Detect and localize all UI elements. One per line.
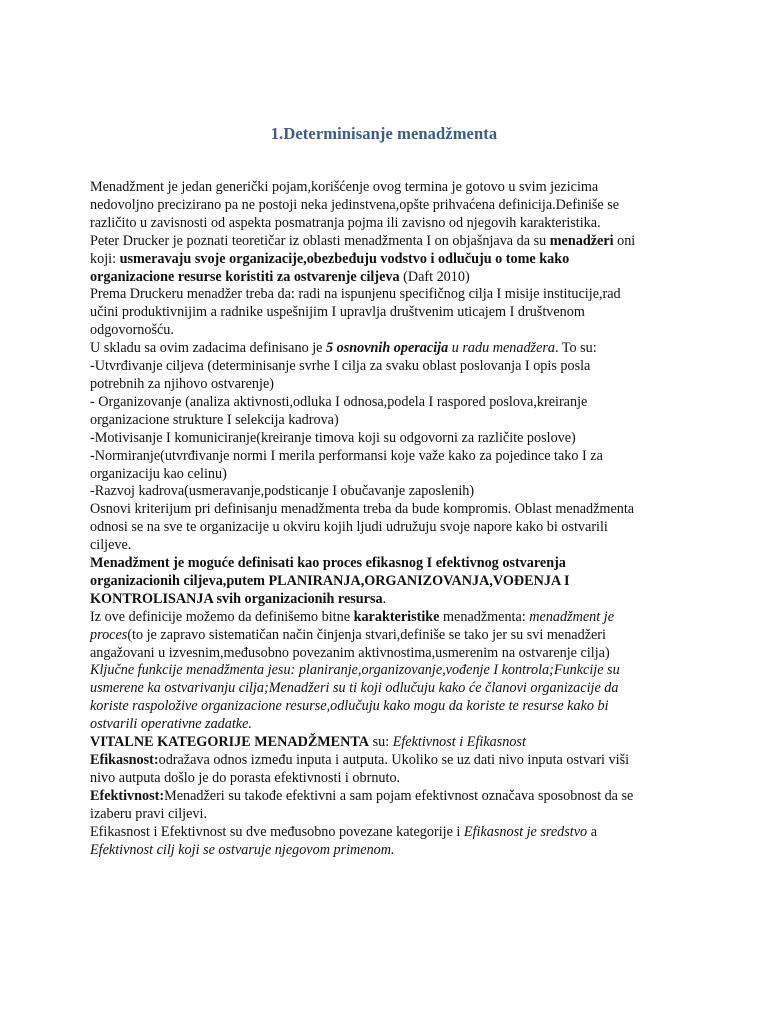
text-segment: U skladu sa ovim zadacima definisano je [90,340,326,357]
text-segment: -Razvoj kadrova(usmeravanje,podsticanje I obučavanje zaposlenih) [90,483,475,500]
text-line [90,358,690,376]
text-line [90,340,690,358]
text-line [90,591,690,609]
text-segment: 5 osnovnih operacija [326,340,449,357]
text-segment: -Motivisanje I komuniciranje(kreiranje timova koji su odgovorni za različite poslove) [90,429,576,446]
text-line [90,412,690,430]
text-segment: menadžment je [529,608,615,625]
text-line [90,555,690,573]
text-line [90,483,690,501]
text-segment: Ključne funkcije menadžmenta jesu: planiranje,organizovanje,vođenje I kontrola;Funkcije su [90,662,620,679]
text-line [90,251,690,269]
text-segment: a [587,823,597,840]
text-segment: . [382,590,387,607]
text-segment: koji: [90,250,120,267]
text-segment: potrebnih za njihovo ostvarenje) [90,375,274,392]
text-line [90,197,690,215]
text-segment: organizacione resurse koristiti za ostvarenje ciljeva [90,268,400,285]
text-line [90,645,690,663]
text-segment: proces [90,626,128,643]
text-line [90,233,690,251]
text-segment: Iz ove definicije možemo da definišemo bitne [90,608,354,625]
text-segment: odražava odnos između inputa i autputa. Ukoliko se uz dati nivo inputa ostvari viši [158,752,630,768]
text-segment: -Normiranje(utvrđivanje normi I merila performansi koje važe kako za pojedince tako I za [90,447,603,464]
page-title: 1.Determinisanje menadžmenta [270,124,498,143]
text-segment: Osnovi kriterijum pri definisanju menadžmenta treba da bude kompromis. Oblast menadžmenta [90,501,635,518]
text-segment: nivo autputa došlo je do porasta efektivnosti i obrnuto. [90,769,401,786]
text-segment: angažovani u izvesnim,međusobno povezanim aktivnostima,usmerenim na ostvarenje cilja) [90,644,610,661]
text-segment: (to je zapravo sistematičan način činjenja stvari,definiše se tako jer su svi menadžeri [127,626,606,643]
text-line [90,770,690,788]
text-segment: Peter Drucker je poznati teoretičar iz oblasti menadžmenta I on objašnjava da su [90,232,550,249]
text-line [90,304,690,322]
text-line [90,466,690,484]
text-segment: učini produktivnijim a radnike uspešnijim I upravlja društvenim uticajem I društvenom [90,304,585,321]
text-segment: (Daft 2010) [399,268,470,285]
text-segment: različito u zavisnosti od aspekta posmatranja pojma ili zavisno od njegovih karakteristika. [90,214,601,231]
text-segment: organizaciju kao celinu) [90,465,227,482]
text-line [90,430,690,448]
text-segment: su: [369,734,393,751]
text-segment: Menadžment je jedan generički pojam,korišćenje ovog termina je gotovo u svim jezicima [90,179,599,195]
text-line [90,179,690,197]
text-line [90,716,690,734]
text-line [90,680,690,698]
text-segment: Efektivnost cilj koji se ostvaruje njegovom primenom. [90,841,395,858]
text-segment: Efektivnost i Efikasnost [392,734,526,751]
text-segment: . To su: [554,340,597,357]
text-line [90,448,690,466]
text-segment: oni [613,232,636,249]
text-segment: - Organizovanje (analiza aktivnosti,odluka I odnosa,podela I raspored poslova,kreiranje [90,393,588,410]
text-segment: organizacionih ciljeva,putem PLANIRANJA,ORGANIZOVANJA,VOĐENJA I [90,572,570,589]
text-segment: Efikasnost i Efektivnost su dve međusobno povezane kategorije i [90,823,464,840]
text-segment: Menadžment je moguće definisati kao proces efikasnog I efektivnog ostvarenja [90,555,566,572]
text-line [90,537,690,555]
text-segment: Menadžeri su takođe efektivni a sam pojam efektivnost označava sposobnost da se [164,787,634,804]
text-segment: Prema Druckeru menadžer treba da: radi na ispunjenu specifičnog cilja I misije institucije,rad [90,286,621,303]
text-segment: organizacione strukture I selekcija kadrova) [90,411,339,428]
text-line [90,269,690,287]
text-segment: ciljeve. [90,537,132,554]
document-body [90,179,690,859]
text-segment: KONTROLISANJA svih organizacionih resursa [90,590,383,607]
text-line [90,501,690,519]
text-line [90,322,690,340]
emphasis [326,340,448,356]
text-segment: Efikasnost je sredstvo [463,823,588,840]
text-segment: u radu menadžera [448,340,555,357]
text-line [90,627,690,645]
text-line [90,806,690,824]
text-line [90,286,690,304]
text-segment: ostvarili operativne zadatke. [90,716,252,733]
text-segment: usmeravaju svoje organizacije,obezbeđuju vodstvo i odlučuju o tome kako [119,250,570,267]
text-segment: menadžmenta: [439,608,530,625]
text-segment: -Utvrđivanje ciljeva (determinisanje svrhe I cilja za svaku oblast poslovanja I opis posla [90,358,591,375]
text-line [90,609,690,627]
text-line [90,824,690,842]
text-line [90,788,690,806]
text-segment: usmerene ka ostvarivanju cilja;Menadžeri su ti koji odlučuju kako će članovi organizacije da [90,680,619,697]
text-line [90,215,690,233]
text-segment: odnosi se na sve te organizacije u okviru kojih ljudi udružuju svoje napore kako bi ostvarili [90,519,608,536]
text-line [90,842,690,860]
text-segment: izaberu pravi ciljevi. [90,805,207,822]
text-segment: VITALNE KATEGORIJE MENADŽMENTA [90,734,370,751]
text-segment: koriste raspoložive organizacione resurse,odlučuju kako mogu da koriste te resurse kako bi [90,698,609,715]
text-segment: karakteristike [353,608,440,625]
text-segment: odgovornošću. [90,322,174,339]
text-line [90,376,690,394]
text-segment: Efikasnost: [90,752,159,768]
text-line [90,734,690,752]
text-line [90,752,690,770]
text-segment: nedovoljno precizirano pa ne postoji neka jedinstvena,opšte prihvaćena definicija.Definiše se [90,196,620,213]
text-line [90,698,690,716]
text-line [90,519,690,537]
text-line [90,394,690,412]
text-line [90,662,690,680]
text-segment: menadžeri [549,232,614,249]
text-segment: Efektivnost: [90,787,165,804]
text-line [90,573,690,591]
